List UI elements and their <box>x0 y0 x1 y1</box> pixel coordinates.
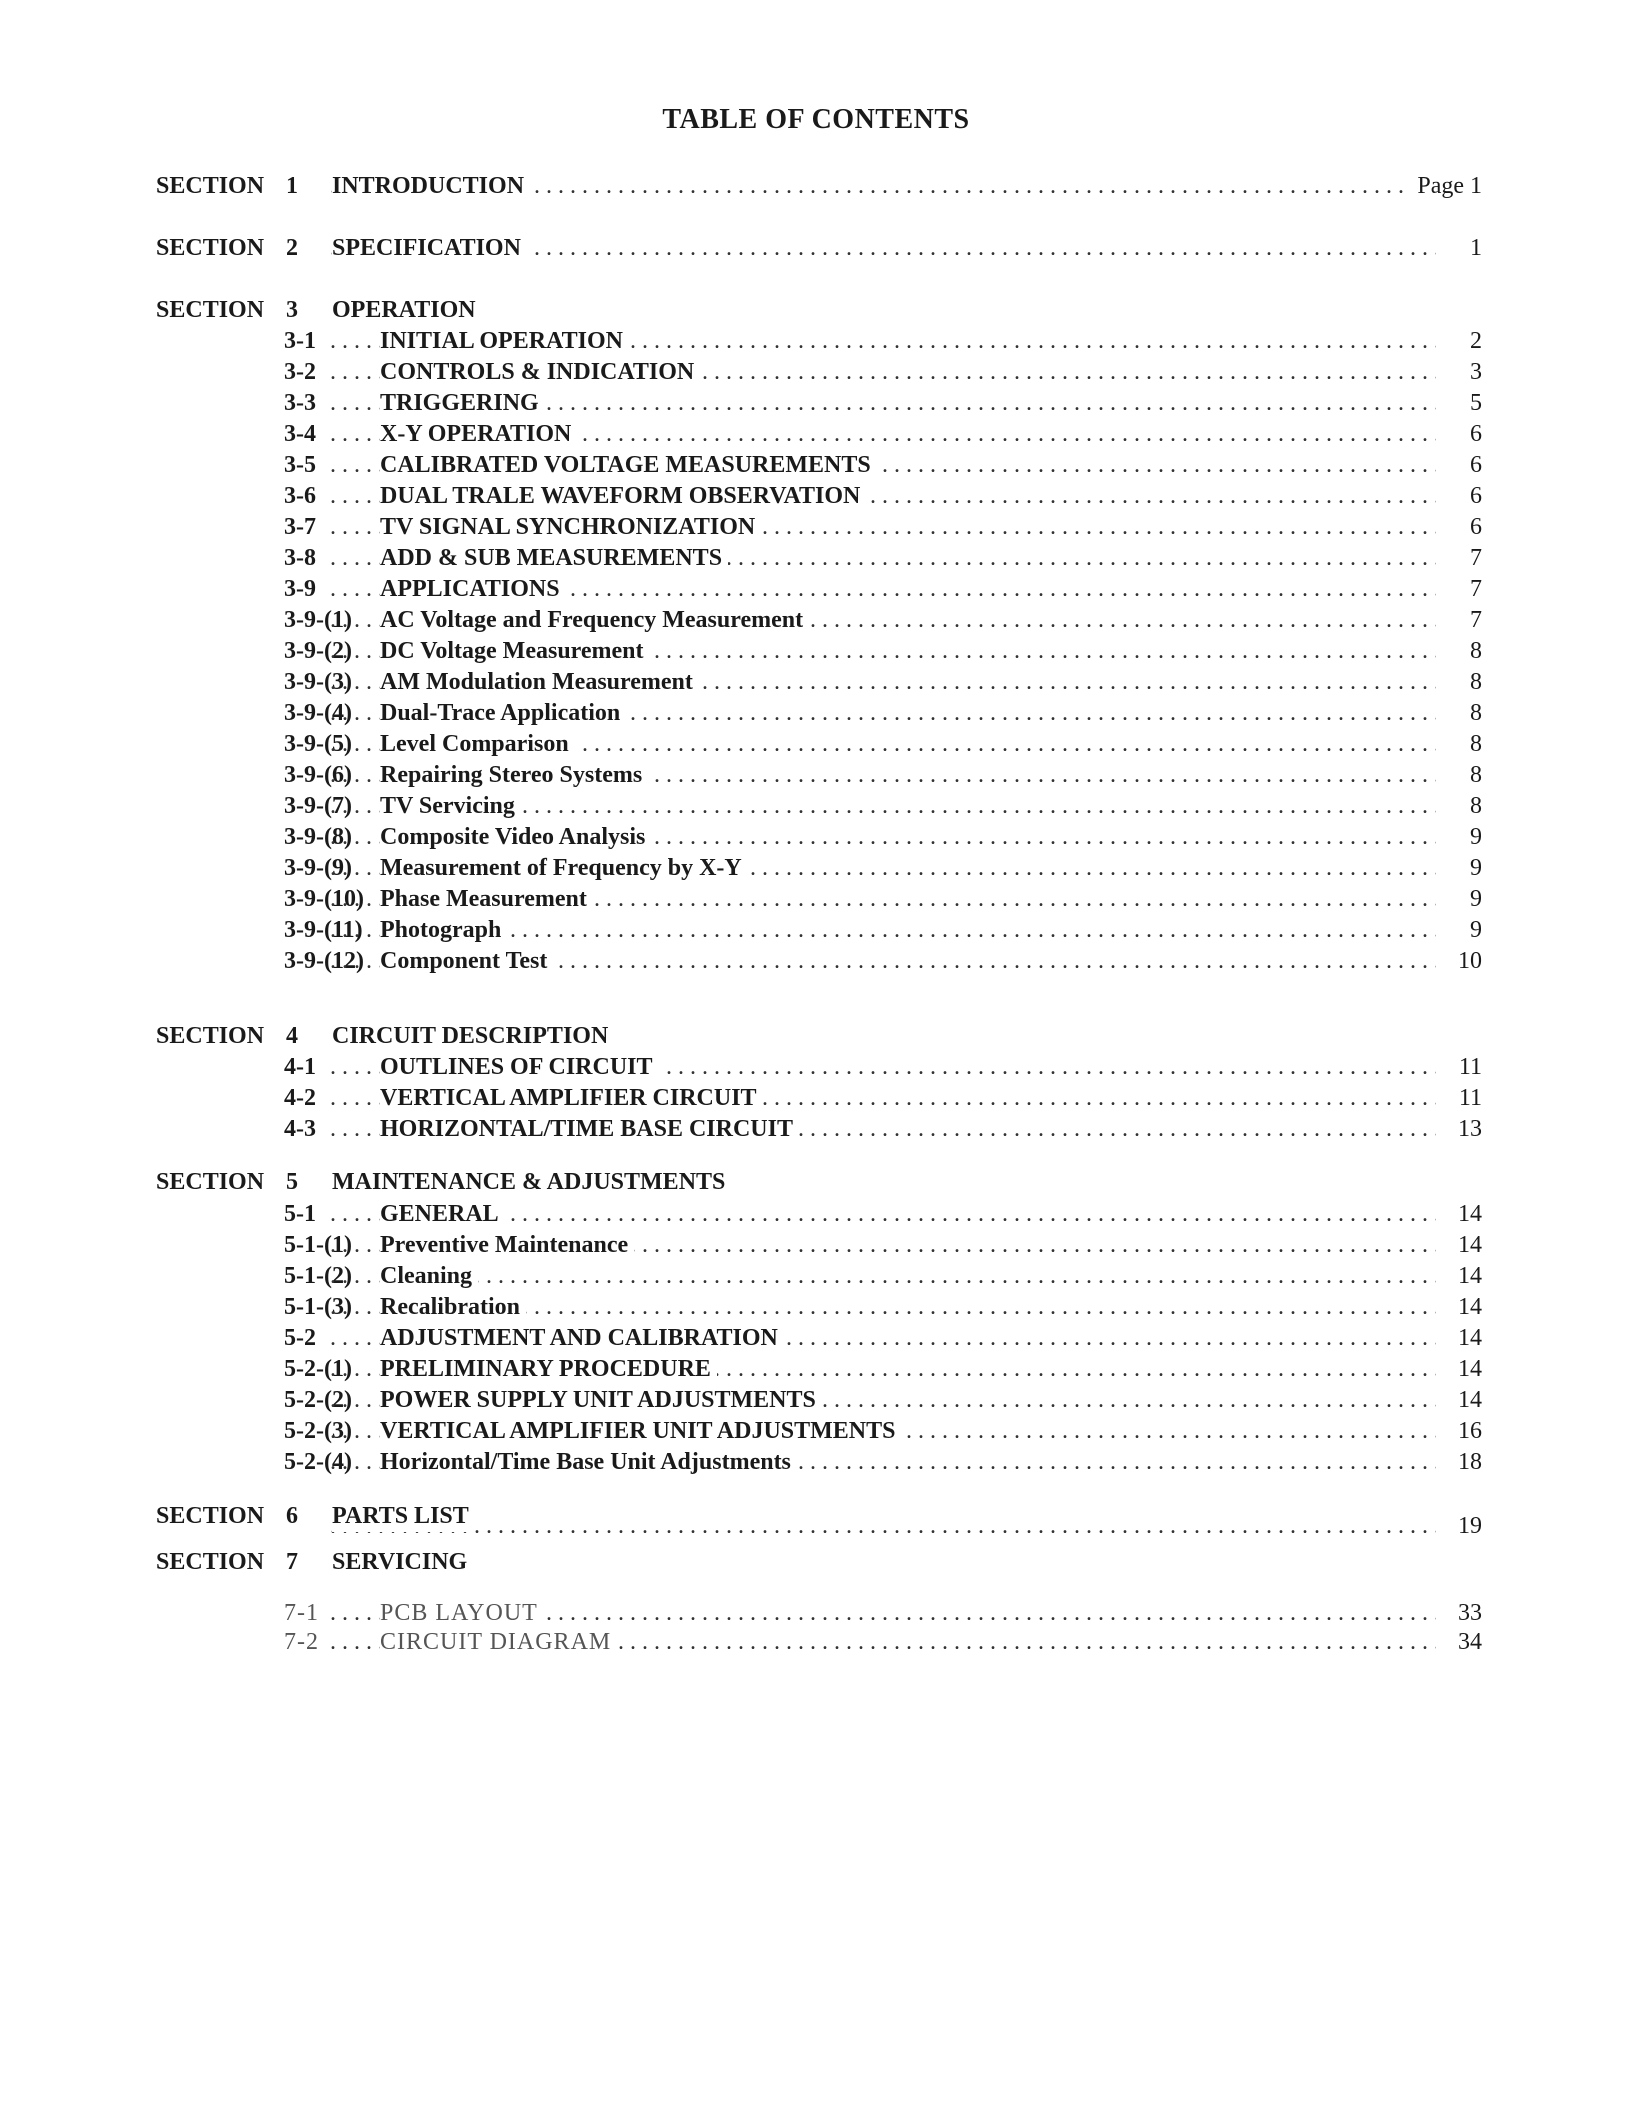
entry-title: Component Test <box>380 945 553 977</box>
toc-entry <box>0 852 1632 884</box>
toc-section-servicing <box>0 1546 1632 1578</box>
entry-number: 4-3 <box>284 1116 316 1142</box>
page-number: 8 <box>1436 759 1482 791</box>
toc-entry <box>0 1415 1632 1447</box>
entry-number: 3-9-(6) <box>284 762 352 788</box>
entry-title: APPLICATIONS <box>380 573 566 605</box>
page-number: 7 <box>1436 604 1482 636</box>
entry-title: TRIGGERING <box>380 387 545 419</box>
toc-entry <box>0 1597 1632 1629</box>
toc-section-introduction <box>0 170 1632 202</box>
toc-entry <box>0 1229 1632 1261</box>
entry-title: GENERAL <box>380 1198 505 1230</box>
toc-entry <box>0 1113 1632 1145</box>
entry-number: 7-2 <box>284 1629 319 1655</box>
entry-title: Dual-Trace Application <box>380 697 626 729</box>
section-title: SERVICING <box>332 1546 473 1578</box>
entry-number: 4-1 <box>284 1054 316 1080</box>
toc-entry <box>0 449 1632 481</box>
section-label: SECTION <box>156 297 265 323</box>
section-title: OPERATION <box>332 294 482 326</box>
entry-title: TV Servicing <box>380 790 521 822</box>
toc-entry <box>0 1446 1632 1478</box>
entry-title: Recalibration <box>380 1291 526 1323</box>
entry-title: AM Modulation Measurement <box>380 666 699 698</box>
entry-number: 3-7 <box>284 514 316 540</box>
section-label: SECTION <box>156 235 265 261</box>
toc-section-maintenance <box>0 1166 1632 1198</box>
page-number: 5 <box>1436 387 1482 419</box>
toc-entry <box>0 883 1632 915</box>
entry-title: CONTROLS & INDICATION <box>380 356 700 388</box>
toc-entry <box>0 1051 1632 1083</box>
page-number: 6 <box>1436 449 1482 481</box>
entry-number: 3-9-(10) <box>284 886 364 912</box>
page-number: 9 <box>1436 821 1482 853</box>
entry-number: 3-6 <box>284 483 316 509</box>
toc-entry <box>0 666 1632 698</box>
toc-entry <box>0 790 1632 822</box>
entry-title: PCB LAYOUT <box>380 1597 544 1629</box>
page-number: 9 <box>1436 852 1482 884</box>
toc-section-parts-list <box>0 1500 1632 1539</box>
page-number: 9 <box>1436 914 1482 946</box>
entry-number: 3-9-(8) <box>284 824 352 850</box>
entry-number: 3-9-(3) <box>284 669 352 695</box>
entry-number: 5-1-(1) <box>284 1232 352 1258</box>
toc-entry <box>0 604 1632 636</box>
entry-number: 5-1-(3) <box>284 1294 352 1320</box>
section-label: SECTION <box>156 1023 265 1049</box>
entry-number: 3-9-(11) <box>284 917 363 943</box>
page-number: 8 <box>1436 790 1482 822</box>
section-number: 6 <box>286 1503 298 1529</box>
entry-title: INITIAL OPERATION <box>380 325 629 357</box>
page-number: 6 <box>1436 511 1482 543</box>
entry-title: VERTICAL AMPLIFIER CIRCUIT <box>380 1082 763 1114</box>
toc-entry <box>0 1198 1632 1230</box>
section-title: PARTS LIST <box>332 1500 475 1532</box>
page-number: 7 <box>1436 542 1482 574</box>
page-number: 11 <box>1436 1082 1482 1114</box>
section-number: 4 <box>286 1023 298 1049</box>
section-title: CIRCUIT DESCRIPTION <box>332 1020 614 1052</box>
toc-entry <box>0 418 1632 450</box>
entry-number: 5-2-(3) <box>284 1418 352 1444</box>
toc-entry <box>0 1322 1632 1354</box>
section-title: INTRODUCTION <box>332 170 530 202</box>
page-number: 14 <box>1436 1384 1482 1416</box>
toc-entry <box>0 480 1632 512</box>
page-number: 14 <box>1436 1198 1482 1230</box>
section-number: 3 <box>286 297 298 323</box>
section-label: SECTION <box>156 1549 265 1575</box>
entry-number: 3-9-(5) <box>284 731 352 757</box>
toc-entry <box>0 1260 1632 1292</box>
entry-number: 5-1 <box>284 1201 316 1227</box>
entry-title: DUAL TRALE WAVEFORM OBSERVATION <box>380 480 866 512</box>
entry-number: 5-2-(2) <box>284 1387 352 1413</box>
toc-section-specification <box>0 232 1632 264</box>
entry-title: HORIZONTAL/TIME BASE CIRCUIT <box>380 1113 799 1145</box>
entry-title: Level Comparison <box>380 728 575 760</box>
toc-entry <box>0 1291 1632 1323</box>
dot-leader <box>330 1260 1448 1292</box>
section-number: 5 <box>286 1169 298 1195</box>
entry-number: 5-2-(1) <box>284 1356 352 1382</box>
page-number: 6 <box>1436 480 1482 512</box>
toc-entry <box>0 821 1632 853</box>
section-number: 7 <box>286 1549 298 1575</box>
dot-leader <box>330 1510 1448 1542</box>
page-number: 8 <box>1436 697 1482 729</box>
toc-entry <box>0 511 1632 543</box>
toc-entry <box>0 325 1632 357</box>
entry-number: 3-9 <box>284 576 316 602</box>
entry-number: 3-9-(4) <box>284 700 352 726</box>
entry-number: 3-1 <box>284 328 316 354</box>
toc-entry <box>0 573 1632 605</box>
entry-title: Preventive Maintenance <box>380 1229 634 1261</box>
entry-title: ADJUSTMENT AND CALIBRATION <box>380 1322 784 1354</box>
page-number: 14 <box>1436 1229 1482 1261</box>
section-label: SECTION <box>156 1169 265 1195</box>
toc-entry <box>0 1626 1632 1658</box>
page-number: 13 <box>1436 1113 1482 1145</box>
toc-entry <box>0 697 1632 729</box>
entry-title: Photograph <box>380 914 507 946</box>
page-number: 8 <box>1436 666 1482 698</box>
toc-entry <box>0 759 1632 791</box>
section-number: 2 <box>286 235 298 261</box>
entry-title: PRELIMINARY PROCEDURE <box>380 1353 717 1385</box>
toc-entry <box>0 542 1632 574</box>
entry-number: 5-2 <box>284 1325 316 1351</box>
toc-entry <box>0 1384 1632 1416</box>
entry-number: 3-3 <box>284 390 316 416</box>
page-number: 19 <box>1436 1510 1482 1542</box>
entry-number: 5-1-(2) <box>284 1263 352 1289</box>
entry-number: 5-2-(4) <box>284 1449 352 1475</box>
entry-title: Measurement of Frequency by X-Y <box>380 852 748 884</box>
entry-title: CALIBRATED VOLTAGE MEASUREMENTS <box>380 449 877 481</box>
entry-number: 3-9-(12) <box>284 948 364 974</box>
page-number: 2 <box>1436 325 1482 357</box>
section-number: 1 <box>286 173 298 199</box>
page-number: 7 <box>1436 573 1482 605</box>
toc-entry <box>0 1353 1632 1385</box>
entry-title: TV SIGNAL SYNCHRONIZATION <box>380 511 761 543</box>
entry-title: POWER SUPPLY UNIT ADJUSTMENTS <box>380 1384 822 1416</box>
page-number: 8 <box>1436 635 1482 667</box>
entry-number: 3-9-(9) <box>284 855 352 881</box>
entry-number: 3-2 <box>284 359 316 385</box>
page-number: 3 <box>1436 356 1482 388</box>
section-label: SECTION <box>156 173 265 199</box>
entry-title: ADD & SUB MEASUREMENTS <box>380 542 728 574</box>
entry-title: OUTLINES OF CIRCUIT <box>380 1051 659 1083</box>
entry-number: 7-1 <box>284 1600 319 1626</box>
entry-number: 3-9-(7) <box>284 793 352 819</box>
page-number: 14 <box>1436 1291 1482 1323</box>
toc-entry <box>0 356 1632 388</box>
page-number: Page 1 <box>1411 170 1482 202</box>
page-number: 6 <box>1436 418 1482 450</box>
page-title: TABLE OF CONTENTS <box>662 104 970 135</box>
page-number: 10 <box>1436 945 1482 977</box>
page-number: 16 <box>1436 1415 1482 1447</box>
page-number: 33 <box>1436 1597 1482 1629</box>
entry-title: CIRCUIT DIAGRAM <box>380 1626 617 1658</box>
entry-title: X-Y OPERATION <box>380 418 577 450</box>
page-number: 1 <box>1436 232 1482 264</box>
page-number: 9 <box>1436 883 1482 915</box>
toc-section-operation <box>0 294 1632 326</box>
page-number: 14 <box>1436 1322 1482 1354</box>
entry-title: VERTICAL AMPLIFIER UNIT ADJUSTMENTS <box>380 1415 901 1447</box>
section-title: SPECIFICATION <box>332 232 527 264</box>
page-number: 18 <box>1436 1446 1482 1478</box>
entry-number: 3-4 <box>284 421 316 447</box>
toc-section-circuit-description <box>0 1020 1632 1052</box>
section-label: SECTION <box>156 1503 265 1529</box>
page-number: 11 <box>1436 1051 1482 1083</box>
toc-entry <box>0 945 1632 977</box>
entry-title: Composite Video Analysis <box>380 821 651 853</box>
toc-entry <box>0 914 1632 946</box>
entry-title: Cleaning <box>380 1260 478 1292</box>
toc-entry <box>0 728 1632 760</box>
entry-title: Repairing Stereo Systems <box>380 759 648 791</box>
entry-number: 3-9-(2) <box>284 638 352 664</box>
entry-number: 3-5 <box>284 452 316 478</box>
entry-title: Horizontal/Time Base Unit Adjustments <box>380 1446 797 1478</box>
toc-entry <box>0 1082 1632 1114</box>
entry-title: Phase Measurement <box>380 883 593 915</box>
entry-number: 3-9-(1) <box>284 607 352 633</box>
section-title: MAINTENANCE & ADJUSTMENTS <box>332 1166 731 1198</box>
toc-entry <box>0 635 1632 667</box>
entry-number: 4-2 <box>284 1085 316 1111</box>
page-number: 34 <box>1436 1626 1482 1658</box>
page-number: 8 <box>1436 728 1482 760</box>
entry-title: AC Voltage and Frequency Measurement <box>380 604 809 636</box>
page-number: 14 <box>1436 1353 1482 1385</box>
page-number: 14 <box>1436 1260 1482 1292</box>
toc-entry <box>0 387 1632 419</box>
entry-title: DC Voltage Measurement <box>380 635 650 667</box>
entry-number: 3-8 <box>284 545 316 571</box>
